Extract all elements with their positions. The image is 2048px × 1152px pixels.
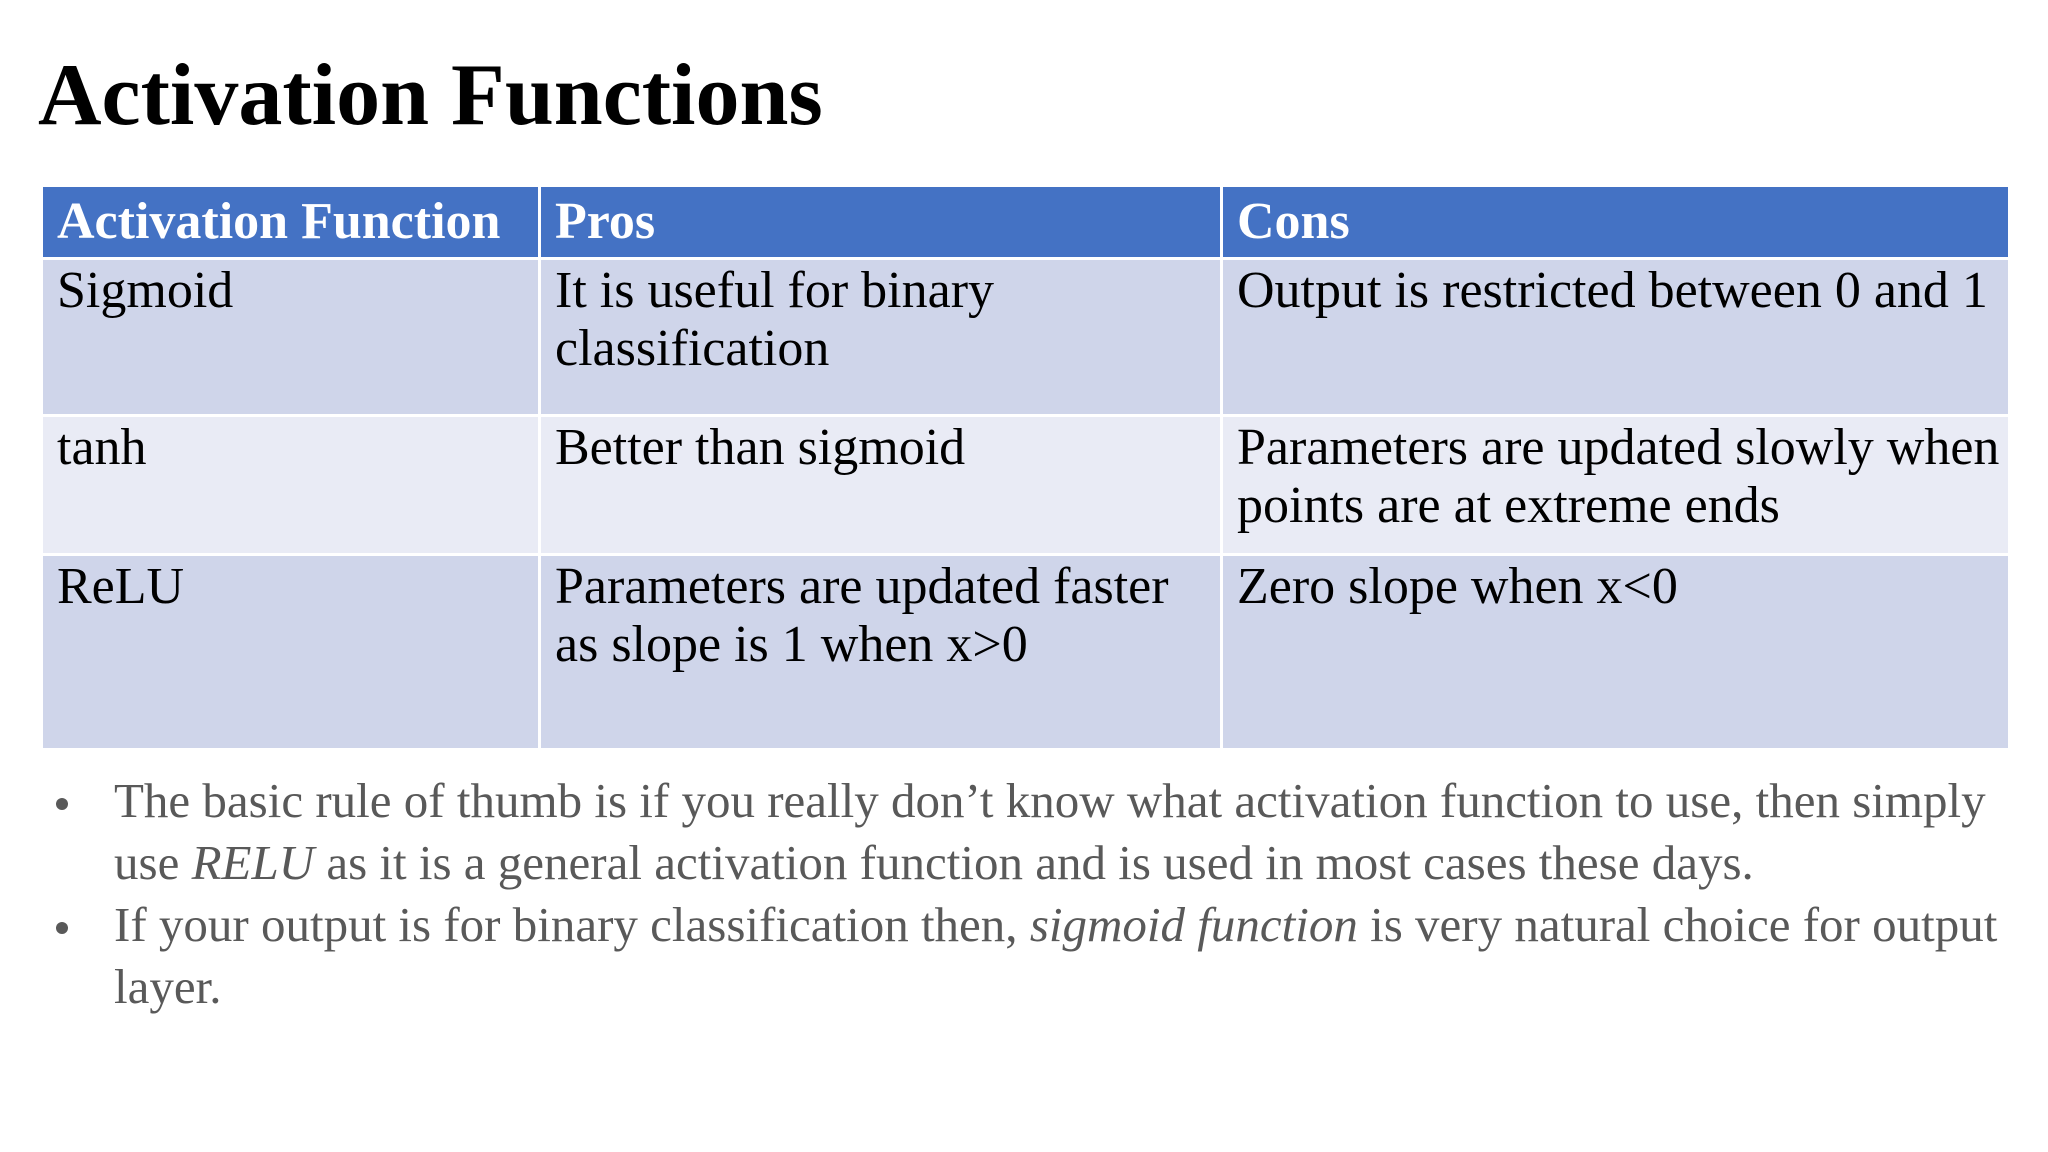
note-emphasis: RELU: [191, 835, 315, 890]
cell-activation-function: ReLU: [42, 555, 540, 750]
list-item: [50, 894, 2010, 1018]
note-text: as it is a general activation function and is used in most cases these days.: [314, 835, 1754, 890]
bullet-dot-icon: [56, 922, 68, 934]
table-header-row: [42, 186, 2010, 259]
column-header-cons: Cons: [1222, 186, 2010, 259]
cell-cons: Parameters are updated slowly when points are at extreme ends: [1222, 416, 2010, 555]
table-row: [42, 555, 2010, 750]
slide-title: Activation Functions: [38, 47, 823, 144]
notes-list: [50, 770, 2010, 1018]
note-text: The basic rule of thumb is if you really don’t know what activation function to use, then simply use: [114, 773, 1986, 890]
cell-activation-function: Sigmoid: [42, 259, 540, 416]
activation-functions-table: [40, 184, 2011, 751]
bullet-dot-icon: [56, 798, 68, 810]
note-emphasis: sigmoid function: [1029, 897, 1358, 952]
table-row: [42, 259, 2010, 416]
column-header-pros: Pros: [540, 186, 1222, 259]
cell-pros: It is useful for binary classification: [540, 259, 1222, 416]
table-row: [42, 416, 2010, 555]
cell-pros: Parameters are updated faster as slope is 1 when x>0: [540, 555, 1222, 750]
cell-cons: Zero slope when x<0: [1222, 555, 2010, 750]
cell-pros: Better than sigmoid: [540, 416, 1222, 555]
cell-cons: Output is restricted between 0 and 1: [1222, 259, 2010, 416]
note-text: If your output is for binary classification then,: [114, 897, 1030, 952]
column-header-activation-function: Activation Function: [42, 186, 540, 259]
cell-activation-function: tanh: [42, 416, 540, 555]
list-item: [50, 770, 2010, 894]
note-text: is very natural choice for output layer.: [114, 897, 1998, 1014]
